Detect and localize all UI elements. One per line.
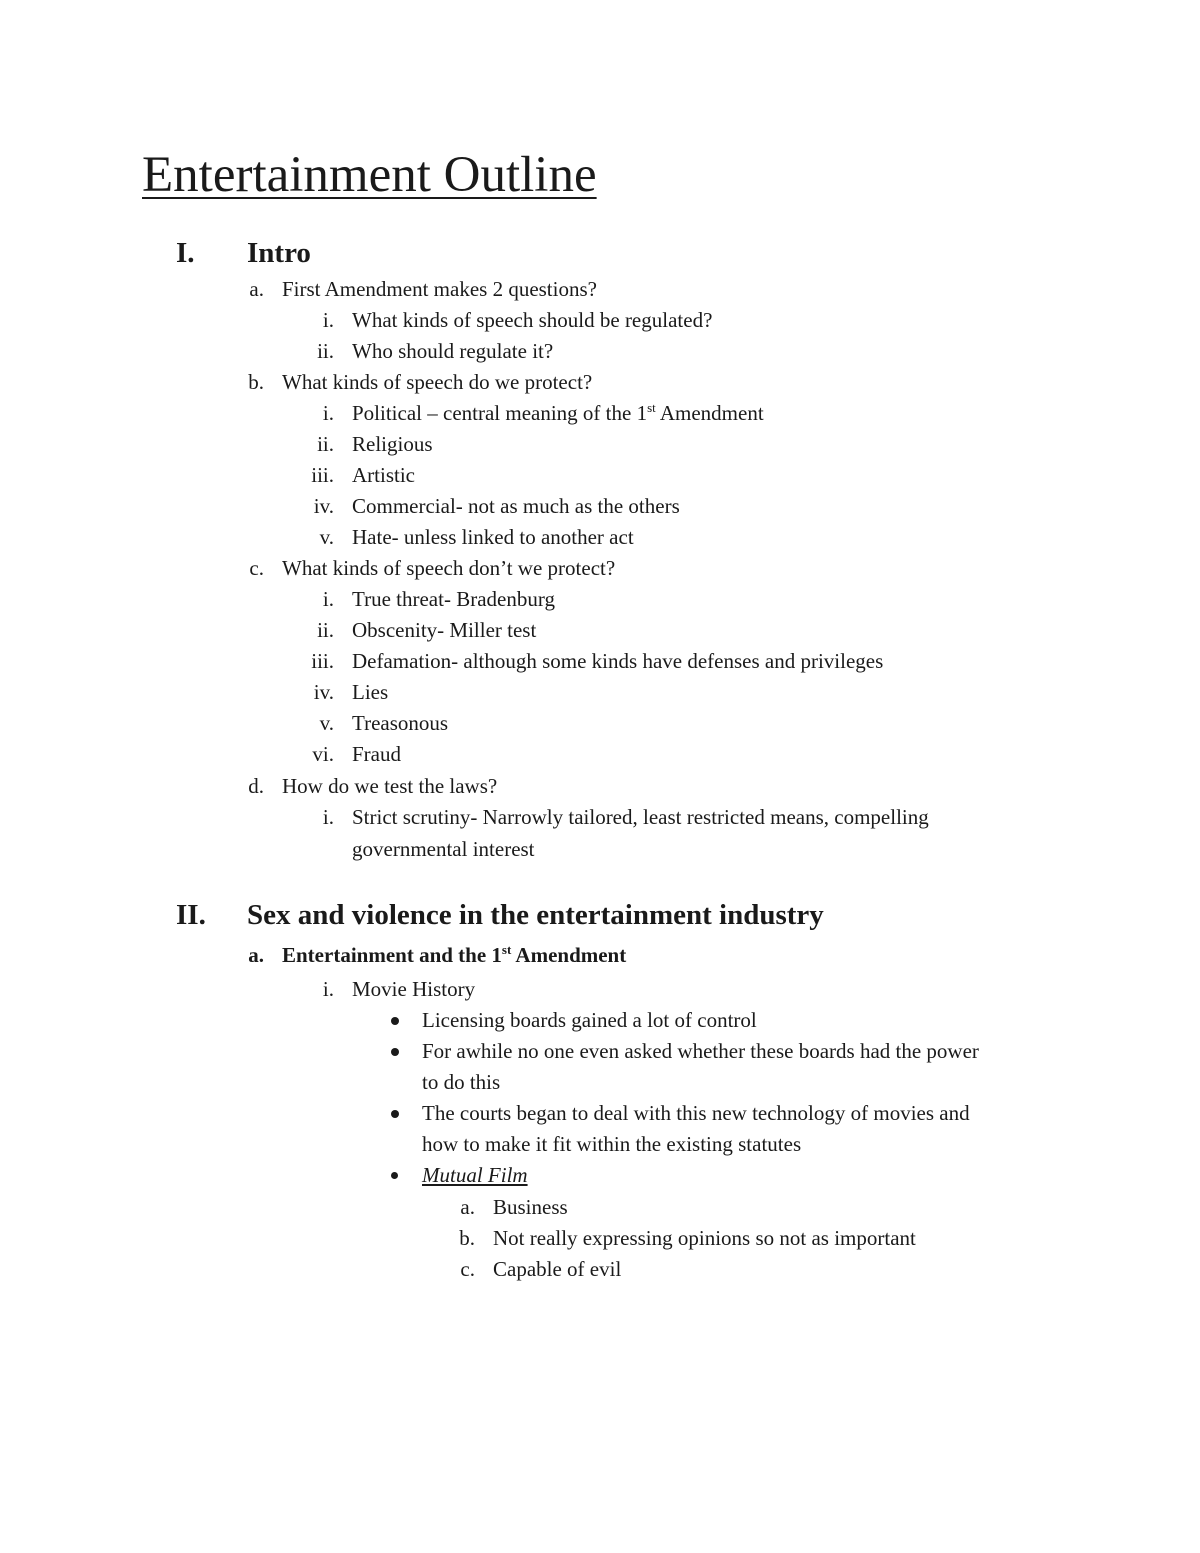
item-text: Entertainment and the 1: [282, 943, 502, 967]
list-item: Hate- unless linked to another act: [352, 525, 634, 549]
list-item: Artistic: [352, 463, 415, 487]
bullet-item: Licensing boards gained a lot of control: [422, 1008, 757, 1032]
section-number: II.: [176, 899, 206, 931]
list-marker: iv.: [313, 680, 334, 704]
list-item: Business: [493, 1195, 568, 1219]
item-text: Amendment: [511, 943, 627, 967]
list-item: Lies: [352, 680, 389, 704]
list-item: Defamation- although some kinds have defenses and privileges: [352, 649, 884, 673]
list-item: Fraud: [352, 742, 401, 766]
list-marker: i.: [322, 587, 334, 611]
bullet-marker: [391, 1048, 399, 1056]
list-item: Religious: [352, 432, 433, 456]
list-item: Who should regulate it?: [352, 339, 554, 363]
section-heading: Sex and violence in the entertainment industry: [247, 899, 824, 931]
list-item: Not really expressing opinions so not as important: [493, 1226, 916, 1250]
superscript: st: [647, 400, 656, 415]
bullet-item: For awhile no one even asked whether these boards had the power: [422, 1039, 979, 1063]
case-name: Mutual Film: [422, 1163, 528, 1187]
list-item: What kinds of speech do we protect?: [282, 370, 593, 394]
list-marker: b.: [248, 370, 264, 394]
list-marker: a.: [460, 1195, 475, 1219]
list-marker: ii.: [317, 339, 334, 363]
list-marker: vi.: [312, 742, 334, 766]
list-item: First Amendment makes 2 questions?: [282, 277, 597, 301]
list-marker: a.: [248, 943, 264, 967]
list-item: [352, 400, 764, 426]
list-item: True threat- Bradenburg: [352, 587, 555, 611]
list-item: What kinds of speech don’t we protect?: [282, 556, 616, 580]
subsection-heading: [282, 942, 626, 968]
list-item: What kinds of speech should be regulated?: [352, 308, 713, 332]
list-marker: a.: [249, 277, 264, 301]
list-marker: iii.: [311, 463, 334, 487]
list-item: Commercial- not as much as the others: [352, 494, 680, 518]
item-text: Political – central meaning of the 1: [352, 401, 648, 425]
list-marker: v.: [319, 711, 334, 735]
list-marker: v.: [319, 525, 334, 549]
list-item: How do we test the laws?: [282, 774, 498, 798]
bullet-item: The courts began to deal with this new technology of movies and: [422, 1101, 970, 1125]
list-item: Capable of evil: [493, 1257, 622, 1281]
bullet-item-continuation: how to make it fit within the existing statutes: [422, 1132, 802, 1156]
list-marker: iv.: [313, 494, 334, 518]
list-item: Treasonous: [352, 711, 449, 735]
list-marker: c.: [249, 556, 264, 580]
list-marker: d.: [248, 774, 264, 798]
bullet-marker: [391, 1110, 399, 1118]
list-item: Obscenity- Miller test: [352, 618, 537, 642]
list-marker: ii.: [317, 618, 334, 642]
list-marker: i.: [322, 401, 334, 425]
list-marker: b.: [459, 1226, 475, 1250]
list-marker: c.: [460, 1257, 475, 1281]
page-title: Entertainment Outline: [142, 147, 597, 203]
list-marker: ii.: [317, 432, 334, 456]
section-number: I.: [176, 237, 195, 269]
section-heading: Intro: [247, 237, 311, 269]
list-marker: i.: [322, 977, 334, 1001]
list-marker: i.: [322, 308, 334, 332]
superscript: st: [501, 942, 512, 957]
list-item-continuation: governmental interest: [352, 837, 535, 861]
bullet-marker: [391, 1172, 398, 1179]
list-marker: i.: [322, 805, 334, 829]
list-item: Strict scrutiny- Narrowly tailored, least restricted means, compelling: [352, 805, 929, 829]
bullet-marker: [391, 1017, 399, 1025]
item-text: Amendment: [655, 401, 764, 425]
bullet-item-continuation: to do this: [422, 1070, 501, 1094]
list-marker: iii.: [311, 649, 334, 673]
list-item: Movie History: [352, 977, 476, 1001]
